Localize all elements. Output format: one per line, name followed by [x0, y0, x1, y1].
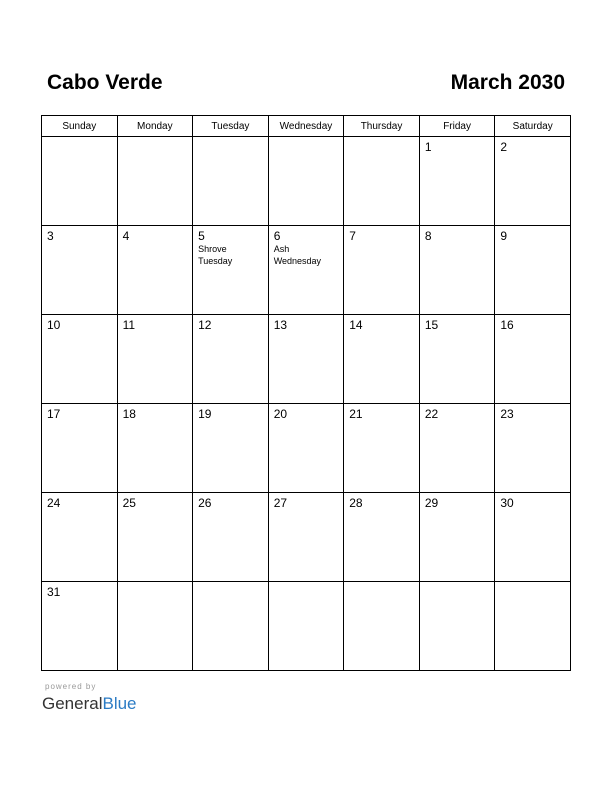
day-number: 19	[198, 407, 212, 421]
day-cell	[193, 137, 269, 226]
powered-by-text: powered by	[45, 682, 97, 691]
day-cell	[268, 582, 344, 671]
day-cell	[419, 582, 495, 671]
day-cell	[344, 315, 420, 404]
weekday-tuesday: Tuesday	[193, 116, 269, 137]
day-cell	[495, 404, 571, 493]
day-number: 15	[424, 318, 439, 332]
day-cell	[344, 226, 420, 315]
day-number: 12	[198, 318, 212, 332]
day-cell	[419, 137, 495, 226]
day-cell	[117, 404, 193, 493]
weekday-saturday: Saturday	[495, 116, 571, 137]
week-row	[42, 493, 571, 582]
weekday-thursday: Thursday	[344, 116, 420, 137]
day-number: 14	[349, 318, 363, 332]
day-number: 7	[349, 229, 356, 243]
day-number: 25	[122, 496, 136, 510]
day-cell	[193, 226, 269, 315]
week-row	[42, 137, 571, 226]
day-cell	[495, 582, 571, 671]
day-cell	[117, 137, 193, 226]
day-number: 10	[47, 318, 61, 332]
week-row	[42, 226, 571, 315]
day-number: 18	[122, 407, 136, 421]
brand-blue-text: Blue	[102, 694, 137, 713]
day-number: 2	[500, 140, 508, 154]
day-number: 8	[424, 229, 432, 243]
day-number: 5	[198, 229, 205, 243]
day-number: 21	[349, 407, 363, 421]
day-number: 27	[273, 496, 288, 510]
weekday-sunday: Sunday	[42, 116, 118, 137]
day-cell	[419, 315, 495, 404]
week-row	[42, 582, 571, 671]
brand-general-text: General	[42, 694, 103, 713]
day-cell	[268, 226, 344, 315]
day-cell	[495, 315, 571, 404]
day-number: 26	[198, 496, 212, 510]
day-cell	[344, 582, 420, 671]
day-cell	[419, 404, 495, 493]
day-cell	[42, 493, 118, 582]
weekday-header-row	[42, 116, 571, 137]
generalblue-logo	[42, 694, 137, 714]
day-number: 17	[47, 407, 61, 421]
month-title: March 2030	[450, 71, 565, 94]
day-number: 20	[273, 407, 288, 421]
weekday-friday: Friday	[419, 116, 495, 137]
day-cell	[419, 226, 495, 315]
week-row	[42, 404, 571, 493]
day-cell	[268, 404, 344, 493]
day-number: 16	[500, 318, 514, 332]
holiday-label: Shrove	[198, 244, 227, 254]
week-row	[42, 315, 571, 404]
day-cell	[495, 137, 571, 226]
day-number: 4	[122, 229, 130, 243]
day-number: 1	[424, 140, 432, 154]
day-cell	[419, 493, 495, 582]
day-cell	[344, 137, 420, 226]
day-cell	[344, 493, 420, 582]
holiday-label: Ash	[273, 244, 290, 254]
day-cell	[42, 404, 118, 493]
day-number: 9	[500, 229, 508, 243]
day-cell	[268, 315, 344, 404]
day-number: 24	[47, 496, 61, 510]
day-number: 31	[47, 585, 61, 599]
day-number: 11	[122, 318, 136, 332]
day-number: 22	[424, 407, 439, 421]
weekday-wednesday: Wednesday	[268, 116, 344, 137]
day-number: 29	[424, 496, 439, 510]
footer-branding	[42, 681, 137, 714]
day-cell	[42, 226, 118, 315]
day-cell	[117, 493, 193, 582]
holiday-label: Tuesday	[198, 256, 233, 266]
day-number: 6	[273, 229, 281, 243]
weekday-monday: Monday	[117, 116, 193, 137]
day-cell	[268, 137, 344, 226]
day-number: 3	[47, 229, 54, 243]
day-cell	[42, 137, 118, 226]
day-number: 28	[349, 496, 363, 510]
day-number: 23	[500, 407, 514, 421]
day-number: 30	[500, 496, 514, 510]
country-title: Cabo Verde	[47, 71, 163, 94]
day-cell	[344, 404, 420, 493]
day-cell	[42, 315, 118, 404]
day-number: 13	[273, 318, 288, 332]
holiday-label: Wednesday	[273, 256, 322, 266]
day-cell	[193, 493, 269, 582]
day-cell	[193, 404, 269, 493]
day-cell	[268, 493, 344, 582]
day-cell	[42, 582, 118, 671]
day-cell	[495, 493, 571, 582]
day-cell	[495, 226, 571, 315]
day-cell	[193, 582, 269, 671]
day-cell	[117, 315, 193, 404]
day-cell	[117, 226, 193, 315]
day-cell	[193, 315, 269, 404]
day-cell	[117, 582, 193, 671]
calendar-grid	[41, 115, 571, 671]
